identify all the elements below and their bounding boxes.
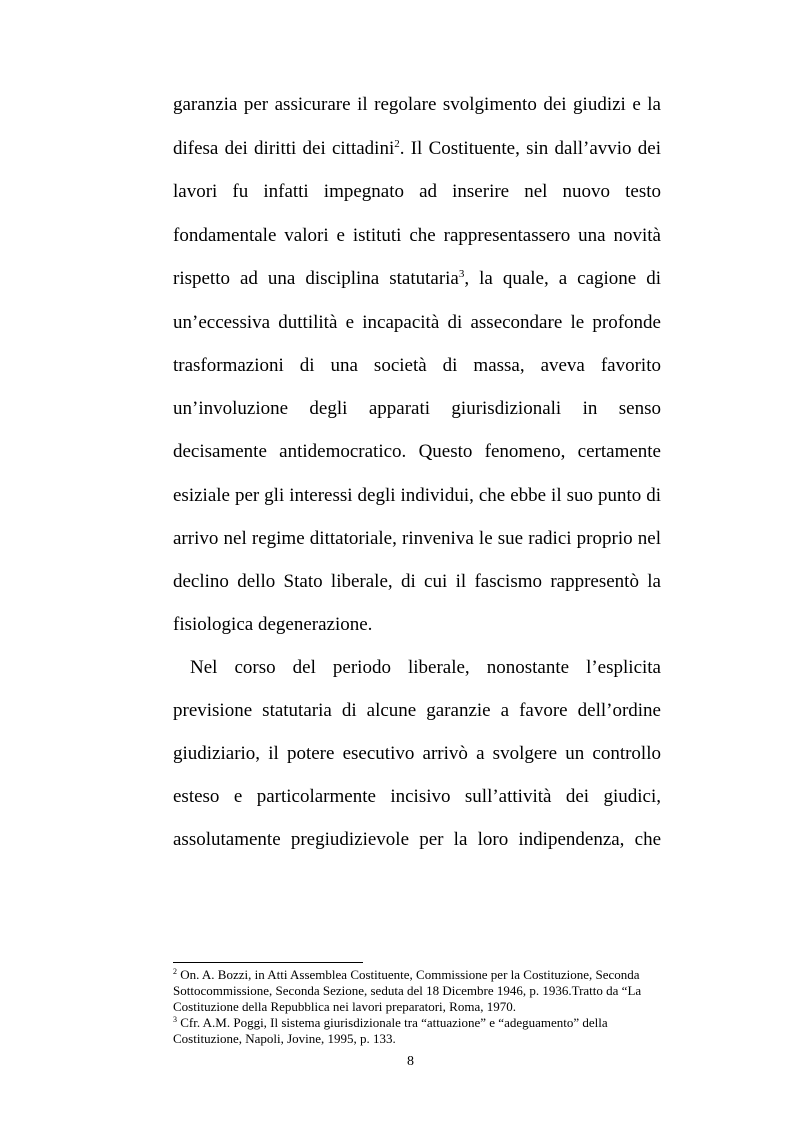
footnote-line xyxy=(173,1015,608,1030)
footnote-ref-3: 3 xyxy=(458,268,465,280)
footnote-separator xyxy=(173,962,363,963)
footnote-line: Costituzione della Repubblica nei lavori preparatori, Roma, 1970. xyxy=(173,999,516,1014)
footnote-ref-2: 2 xyxy=(394,138,400,150)
footnote-line: Sottocommissione, Seconda Sezione, seduta del 18 Dicembre 1946, p. 1936.Tratto da “La xyxy=(173,983,642,998)
text-line: arrivo nel regime dittatoriale, rinveniva le sue radici proprio nel xyxy=(173,528,661,549)
text-fragment: , la quale, a cagione di xyxy=(464,268,661,289)
text-line: fondamentale valori e istituti che rappresentassero una novità xyxy=(173,225,661,246)
text-fragment: . Il Costituente, sin dall’avvio dei xyxy=(399,138,661,159)
footnote-text: On. A. Bozzi, in Atti Assemblea Costituente, Commissione per la Costituzione, Seconda xyxy=(177,967,640,982)
text-line: fisiologica degenerazione. xyxy=(173,614,373,635)
footnote-text: Cfr. A.M. Poggi, Il sistema giurisdizionale tra “attuazione” e “adeguamento” della xyxy=(177,1015,608,1030)
footnote-line xyxy=(173,967,640,982)
text-line: un’involuzione degli apparati giurisdizionali in senso xyxy=(173,398,661,419)
text-line: Nel corso del periodo liberale, nonostante l’esplicita xyxy=(190,657,661,678)
text-line: previsione statutaria di alcune garanzie a favore dell’ordine xyxy=(173,700,661,721)
page-number: 8 xyxy=(407,1054,414,1069)
text-line: lavori fu infatti impegnato ad inserire nel nuovo testo xyxy=(173,181,661,202)
text-fragment: difesa dei diritti dei cittadini xyxy=(173,138,395,159)
footnote-number: 3 xyxy=(173,1015,177,1024)
text-line: assolutamente pregiudizievole per la loro indipendenza, che xyxy=(173,829,661,850)
text-line: esteso e particolarmente incisivo sull’attività dei giudici, xyxy=(173,786,661,807)
text-line: decisamente antidemocratico. Questo fenomeno, certamente xyxy=(173,441,661,462)
text-line: trasformazioni di una società di massa, aveva favorito xyxy=(173,355,661,376)
text-line: esiziale per gli interessi degli individui, che ebbe il suo punto di xyxy=(173,485,661,506)
text-line xyxy=(173,138,661,160)
footnote-number: 2 xyxy=(173,967,177,976)
footnote-line: Costituzione, Napoli, Jovine, 1995, p. 133. xyxy=(173,1031,396,1046)
text-line: garanzia per assicurare il regolare svolgimento dei giudizi e la xyxy=(173,94,661,115)
text-line: declino dello Stato liberale, di cui il fascismo rappresentò la xyxy=(173,571,661,592)
text-line: un’eccessiva duttilità e incapacità di assecondare le profonde xyxy=(173,312,661,333)
text-line xyxy=(173,268,661,290)
text-fragment: rispetto ad una disciplina statutaria xyxy=(173,268,459,289)
text-line: giudiziario, il potere esecutivo arrivò a svolgere un controllo xyxy=(173,743,661,764)
